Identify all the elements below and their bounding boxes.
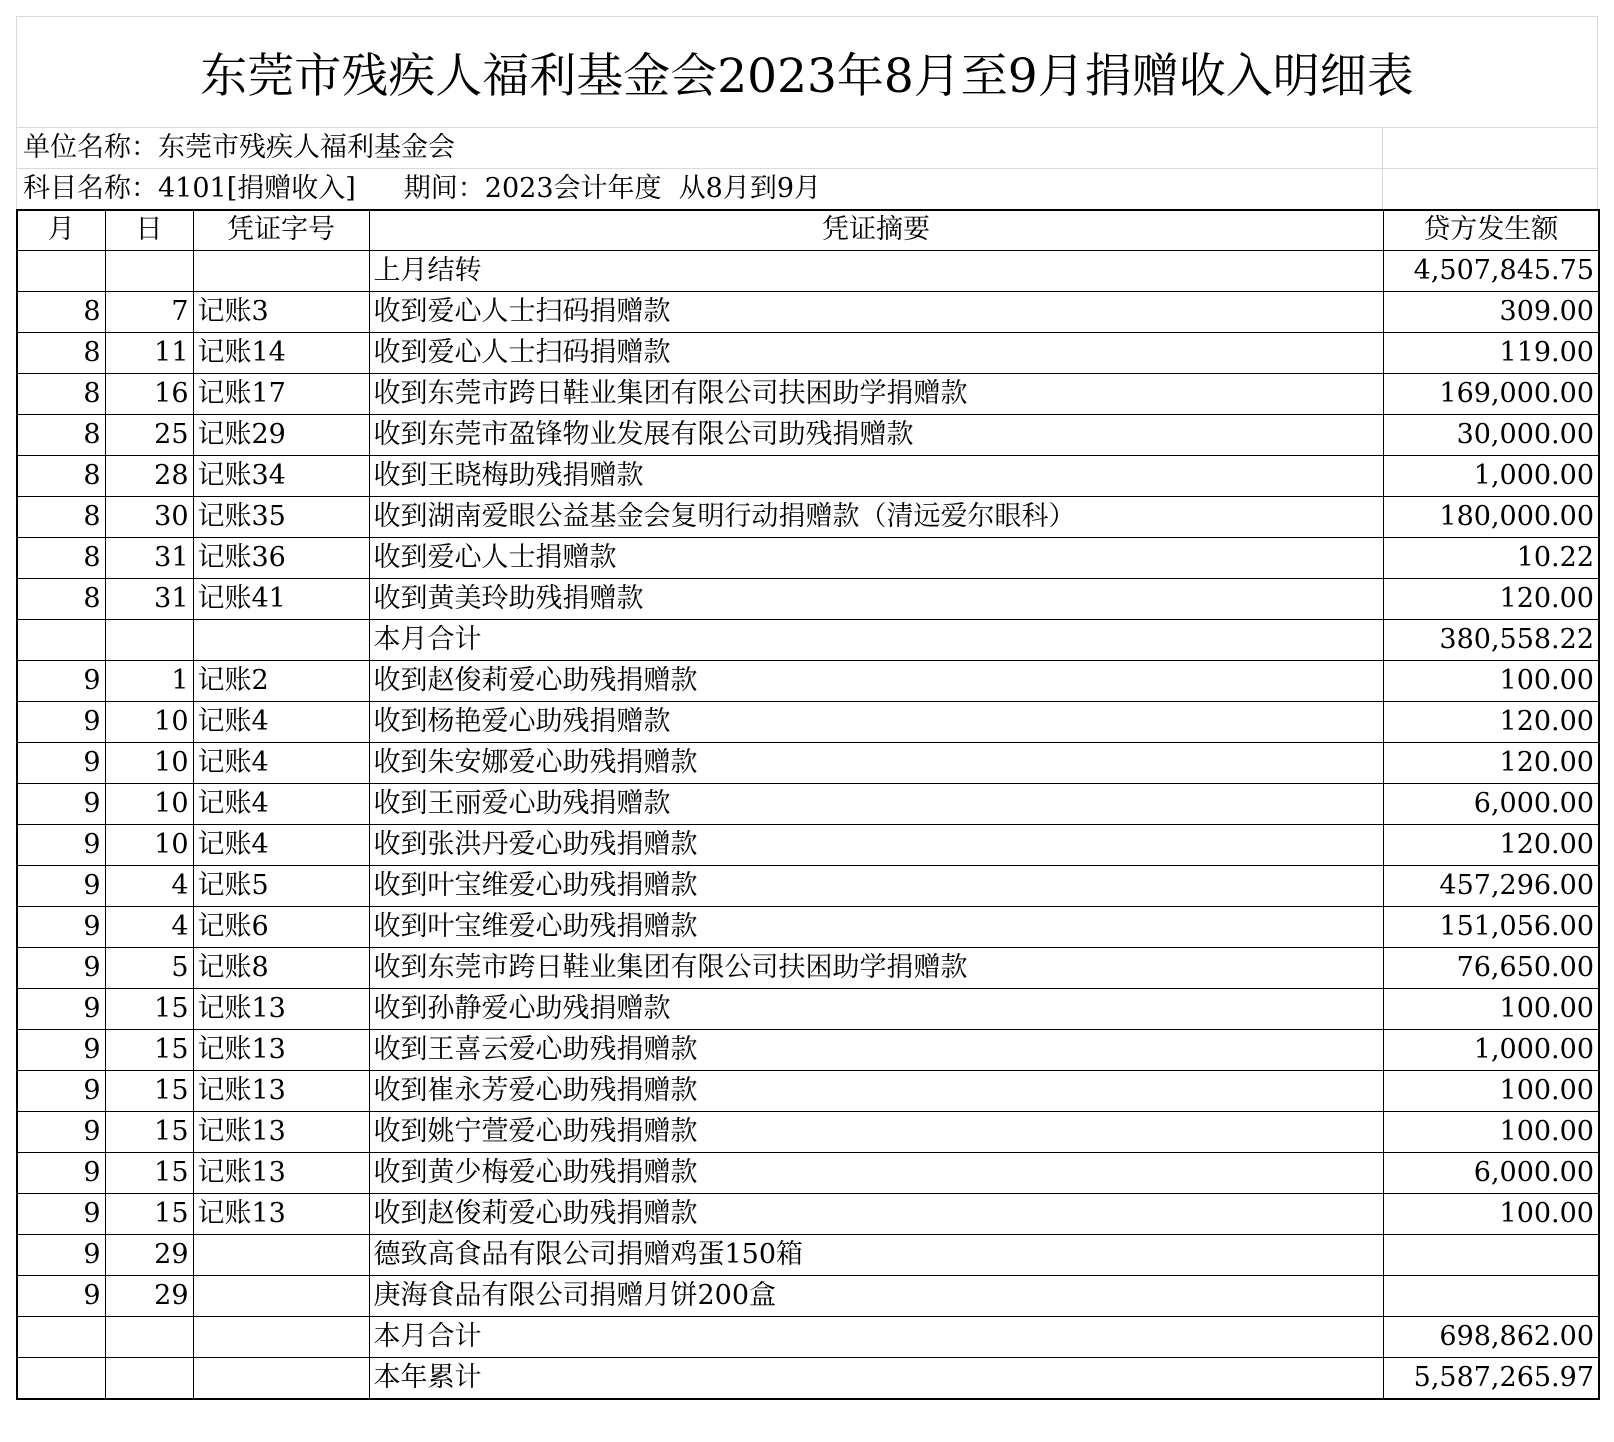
- table-row: [17, 701, 1599, 742]
- cell-summary: 收到叶宝维爱心助残捐赠款: [369, 906, 1383, 947]
- header-amount: 贷方发生额: [1383, 210, 1599, 250]
- cell-month: 9: [17, 1234, 105, 1275]
- table-row: [17, 1070, 1599, 1111]
- cell-month: [17, 250, 105, 291]
- cell-summary: 收到黄少梅爱心助残捐赠款: [369, 1152, 1383, 1193]
- cell-amount: 100.00: [1383, 1111, 1599, 1152]
- cell-voucher: [193, 619, 369, 660]
- subject-label: 科目名称：: [23, 173, 158, 204]
- cell-day: 15: [105, 988, 193, 1029]
- cell-summary: 收到爱心人士捐赠款: [369, 537, 1383, 578]
- cell-amount: 120.00: [1383, 701, 1599, 742]
- table-row: [17, 1193, 1599, 1234]
- cell-month: 9: [17, 947, 105, 988]
- cell-voucher: 记账13: [193, 1152, 369, 1193]
- cell-summary: 收到湖南爱眼公益基金会复明行动捐赠款（清远爱尔眼科）: [369, 496, 1383, 537]
- cell-voucher: 记账4: [193, 824, 369, 865]
- cell-summary: 本月合计: [369, 619, 1383, 660]
- cell-amount: 180,000.00: [1383, 496, 1599, 537]
- cell-summary: 收到东莞市盈锋物业发展有限公司助残捐赠款: [369, 414, 1383, 455]
- cell-amount: 309.00: [1383, 291, 1599, 332]
- table-row: [17, 1357, 1599, 1399]
- cell-voucher: 记账13: [193, 1029, 369, 1070]
- cell-voucher: 记账13: [193, 988, 369, 1029]
- cell-voucher: 记账13: [193, 1111, 369, 1152]
- cell-amount: 380,558.22: [1383, 619, 1599, 660]
- cell-amount: 698,862.00: [1383, 1316, 1599, 1357]
- cell-amount: 1,000.00: [1383, 1029, 1599, 1070]
- cell-month: [17, 619, 105, 660]
- cell-day: 15: [105, 1029, 193, 1070]
- cell-summary: 收到王丽爱心助残捐赠款: [369, 783, 1383, 824]
- cell-summary: 收到黄美玲助残捐赠款: [369, 578, 1383, 619]
- cell-day: 10: [105, 824, 193, 865]
- cell-summary: 收到叶宝维爱心助残捐赠款: [369, 865, 1383, 906]
- cell-amount: 457,296.00: [1383, 865, 1599, 906]
- cell-voucher: 记账29: [193, 414, 369, 455]
- unit-label: 单位名称：: [23, 132, 158, 163]
- table-row: [17, 660, 1599, 701]
- cell-amount: 100.00: [1383, 660, 1599, 701]
- cell-summary: 上月结转: [369, 250, 1383, 291]
- cell-day: 16: [105, 373, 193, 414]
- cell-month: [17, 1316, 105, 1357]
- table-row: [17, 988, 1599, 1029]
- ledger-sheet: [16, 16, 1598, 1400]
- cell-day: 31: [105, 537, 193, 578]
- table-row: [17, 865, 1599, 906]
- table-row: [17, 578, 1599, 619]
- table-row: [17, 1316, 1599, 1357]
- cell-amount: 6,000.00: [1383, 783, 1599, 824]
- cell-month: 9: [17, 1029, 105, 1070]
- cell-amount: 151,056.00: [1383, 906, 1599, 947]
- donation-ledger-table: [16, 209, 1600, 1400]
- cell-amount: [1383, 1234, 1599, 1275]
- cell-day: 15: [105, 1070, 193, 1111]
- cell-voucher: 记账6: [193, 906, 369, 947]
- cell-voucher: [193, 1357, 369, 1399]
- cell-summary: 收到爱心人士扫码捐赠款: [369, 332, 1383, 373]
- cell-voucher: 记账13: [193, 1193, 369, 1234]
- table-row: [17, 1029, 1599, 1070]
- header-voucher: 凭证字号: [193, 210, 369, 250]
- cell-day: 25: [105, 414, 193, 455]
- cell-day: 30: [105, 496, 193, 537]
- cell-summary: 收到王晓梅助残捐赠款: [369, 455, 1383, 496]
- cell-amount: 100.00: [1383, 1193, 1599, 1234]
- unit-value: 东莞市残疾人福利基金会: [158, 132, 455, 163]
- cell-month: 9: [17, 701, 105, 742]
- cell-month: 8: [17, 291, 105, 332]
- cell-amount: 120.00: [1383, 578, 1599, 619]
- table-row: [17, 906, 1599, 947]
- cell-summary: 庚海食品有限公司捐赠月饼200盒: [369, 1275, 1383, 1316]
- cell-month: 9: [17, 1070, 105, 1111]
- period-value: 2023会计年度 从8月到9月: [484, 173, 822, 204]
- cell-day: 10: [105, 701, 193, 742]
- cell-summary: 收到东莞市跨日鞋业集团有限公司扶困助学捐赠款: [369, 373, 1383, 414]
- cell-amount: 120.00: [1383, 824, 1599, 865]
- table-row: [17, 496, 1599, 537]
- cell-amount: 1,000.00: [1383, 455, 1599, 496]
- cell-voucher: [193, 250, 369, 291]
- cell-summary: 收到孙静爱心助残捐赠款: [369, 988, 1383, 1029]
- cell-voucher: 记账17: [193, 373, 369, 414]
- cell-amount: 169,000.00: [1383, 373, 1599, 414]
- cell-month: 9: [17, 1193, 105, 1234]
- table-row: [17, 332, 1599, 373]
- cell-summary: 收到东莞市跨日鞋业集团有限公司扶困助学捐赠款: [369, 947, 1383, 988]
- table-row: [17, 250, 1599, 291]
- period-label: 期间：: [403, 173, 485, 204]
- cell-month: 9: [17, 742, 105, 783]
- unit-info-row: [16, 127, 1598, 168]
- cell-summary: 收到赵俊莉爱心助残捐赠款: [369, 660, 1383, 701]
- table-row: [17, 1152, 1599, 1193]
- cell-month: 9: [17, 988, 105, 1029]
- cell-summary: 德致高食品有限公司捐赠鸡蛋150箱: [369, 1234, 1383, 1275]
- table-row: [17, 824, 1599, 865]
- cell-summary: 本月合计: [369, 1316, 1383, 1357]
- table-row: [17, 373, 1599, 414]
- header-day: 日: [105, 210, 193, 250]
- cell-month: 8: [17, 455, 105, 496]
- cell-summary: 收到王喜云爱心助残捐赠款: [369, 1029, 1383, 1070]
- cell-month: 8: [17, 537, 105, 578]
- cell-amount: 5,587,265.97: [1383, 1357, 1599, 1399]
- cell-voucher: [193, 1275, 369, 1316]
- cell-day: [105, 1357, 193, 1399]
- cell-voucher: 记账36: [193, 537, 369, 578]
- table-row: [17, 619, 1599, 660]
- cell-month: 9: [17, 660, 105, 701]
- table-row: [17, 783, 1599, 824]
- cell-day: [105, 619, 193, 660]
- table-row: [17, 455, 1599, 496]
- cell-month: 9: [17, 865, 105, 906]
- table-header-row: [17, 210, 1599, 250]
- table-row: [17, 414, 1599, 455]
- cell-summary: 收到杨艳爱心助残捐赠款: [369, 701, 1383, 742]
- cell-day: [105, 1316, 193, 1357]
- cell-month: 8: [17, 496, 105, 537]
- cell-voucher: 记账41: [193, 578, 369, 619]
- cell-day: 7: [105, 291, 193, 332]
- cell-day: 5: [105, 947, 193, 988]
- cell-day: 1: [105, 660, 193, 701]
- cell-day: 4: [105, 865, 193, 906]
- header-month: 月: [17, 210, 105, 250]
- table-row: [17, 1234, 1599, 1275]
- cell-amount: 10.22: [1383, 537, 1599, 578]
- table-row: [17, 947, 1599, 988]
- table-row: [17, 1111, 1599, 1152]
- cell-month: 9: [17, 906, 105, 947]
- cell-voucher: [193, 1234, 369, 1275]
- cell-voucher: 记账4: [193, 783, 369, 824]
- subject-value: 4101[捐赠收入]: [158, 173, 356, 204]
- cell-amount: 4,507,845.75: [1383, 250, 1599, 291]
- cell-voucher: 记账34: [193, 455, 369, 496]
- cell-summary: 收到爱心人士扫码捐赠款: [369, 291, 1383, 332]
- cell-month: 9: [17, 783, 105, 824]
- cell-voucher: 记账13: [193, 1070, 369, 1111]
- cell-day: 15: [105, 1193, 193, 1234]
- cell-day: 31: [105, 578, 193, 619]
- cell-month: 9: [17, 824, 105, 865]
- cell-day: 28: [105, 455, 193, 496]
- cell-month: 9: [17, 1275, 105, 1316]
- table-row: [17, 1275, 1599, 1316]
- cell-month: 8: [17, 414, 105, 455]
- cell-day: 11: [105, 332, 193, 373]
- cell-month: 9: [17, 1111, 105, 1152]
- cell-day: [105, 250, 193, 291]
- cell-amount: 6,000.00: [1383, 1152, 1599, 1193]
- cell-day: 4: [105, 906, 193, 947]
- cell-summary: 收到赵俊莉爱心助残捐赠款: [369, 1193, 1383, 1234]
- cell-month: [17, 1357, 105, 1399]
- cell-day: 10: [105, 742, 193, 783]
- cell-summary: 收到崔永芳爱心助残捐赠款: [369, 1070, 1383, 1111]
- cell-amount: 76,650.00: [1383, 947, 1599, 988]
- cell-summary: 收到朱安娜爱心助残捐赠款: [369, 742, 1383, 783]
- document-title: 东莞市残疾人福利基金会2023年8月至9月捐赠收入明细表: [16, 16, 1598, 127]
- cell-amount: 100.00: [1383, 1070, 1599, 1111]
- cell-voucher: 记账2: [193, 660, 369, 701]
- cell-day: 10: [105, 783, 193, 824]
- cell-month: 8: [17, 373, 105, 414]
- cell-voucher: [193, 1316, 369, 1357]
- cell-day: 29: [105, 1275, 193, 1316]
- cell-amount: 100.00: [1383, 988, 1599, 1029]
- cell-voucher: 记账4: [193, 701, 369, 742]
- cell-day: 15: [105, 1111, 193, 1152]
- cell-voucher: 记账14: [193, 332, 369, 373]
- cell-voucher: 记账5: [193, 865, 369, 906]
- cell-month: 9: [17, 1152, 105, 1193]
- subject-info: [16, 169, 1382, 209]
- cell-amount: 119.00: [1383, 332, 1599, 373]
- cell-day: 15: [105, 1152, 193, 1193]
- cell-summary: 本年累计: [369, 1357, 1383, 1399]
- cell-month: 8: [17, 578, 105, 619]
- cell-summary: 收到张洪丹爱心助残捐赠款: [369, 824, 1383, 865]
- cell-amount: 30,000.00: [1383, 414, 1599, 455]
- cell-day: 29: [105, 1234, 193, 1275]
- table-body: [17, 250, 1599, 1399]
- unit-info: [16, 128, 1382, 168]
- unit-info-blank: [1382, 128, 1598, 168]
- cell-amount: [1383, 1275, 1599, 1316]
- cell-summary: 收到姚宁萱爱心助残捐赠款: [369, 1111, 1383, 1152]
- cell-voucher: 记账35: [193, 496, 369, 537]
- cell-month: 8: [17, 332, 105, 373]
- cell-voucher: 记账3: [193, 291, 369, 332]
- subject-info-blank: [1382, 169, 1598, 209]
- cell-amount: 120.00: [1383, 742, 1599, 783]
- table-row: [17, 291, 1599, 332]
- cell-voucher: 记账8: [193, 947, 369, 988]
- table-row: [17, 537, 1599, 578]
- table-row: [17, 742, 1599, 783]
- header-summary: 凭证摘要: [369, 210, 1383, 250]
- subject-info-row: [16, 168, 1598, 209]
- cell-voucher: 记账4: [193, 742, 369, 783]
